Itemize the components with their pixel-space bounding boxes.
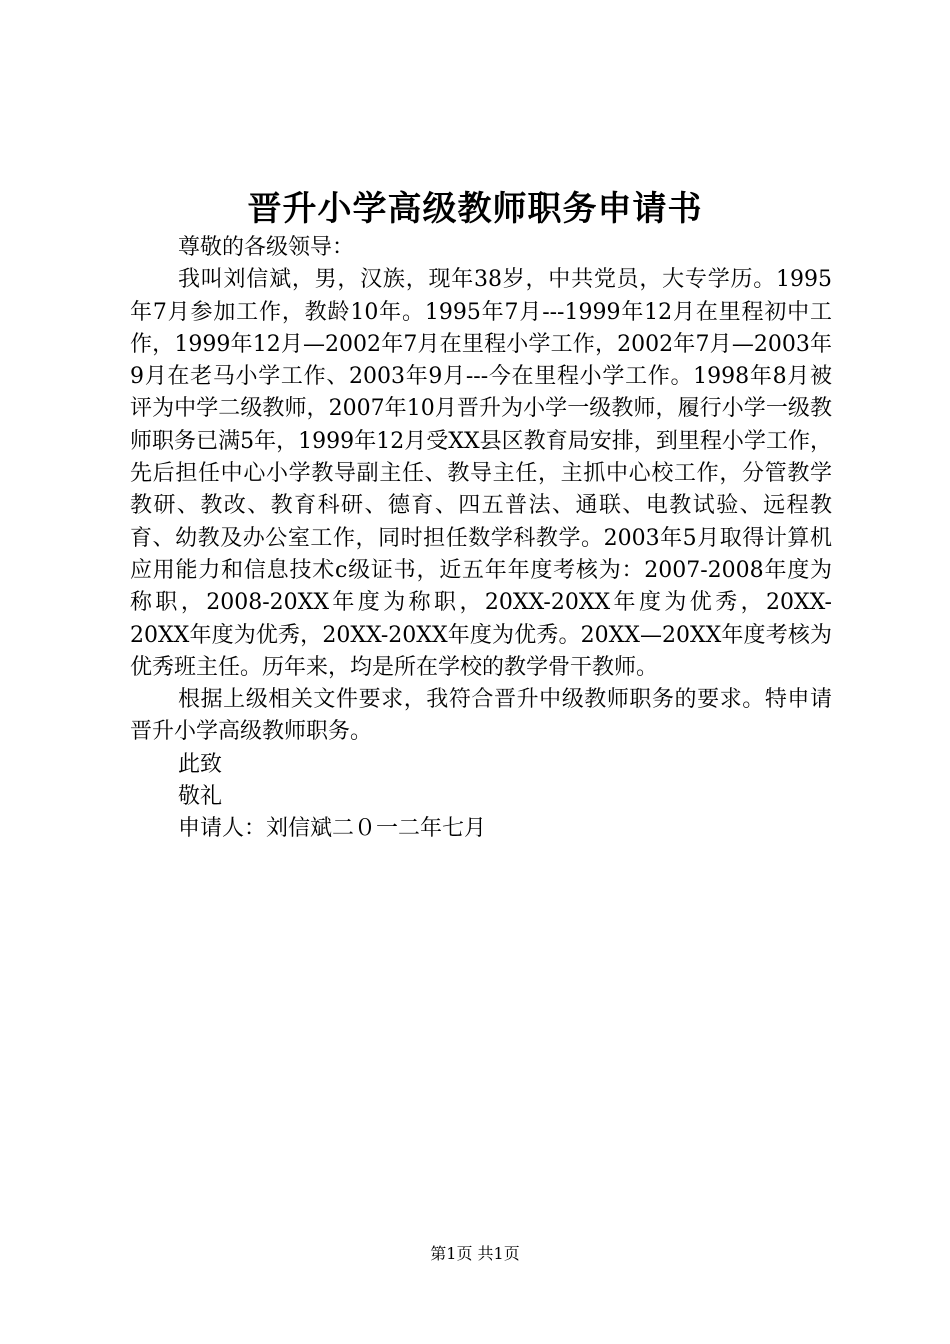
- page-number: 第1页 共1页: [430, 1244, 520, 1263]
- body-paragraph-2: 根据上级相关文件要求，我符合晋升中级教师职务的要求。特申请晋升小学高级教师职务。: [130, 687, 832, 745]
- closing-salute: 敬礼: [178, 784, 223, 810]
- closing-regards: 此致: [178, 751, 223, 777]
- signature: 申请人：刘信斌二０一二年七月: [178, 816, 487, 842]
- body-paragraph-1: 我叫刘信斌，男，汉族，现年38岁，中共党员，大专学历。1995年7月参加工作，教龄10年。1995年7月---1999年12月在里程初中工作，1999年12月—2002年7月在里程小学工作，2002年7月—2003年9月在老马小学工作、2003年9月---今在里程小学工作。1998年8月被评为中学二级教师，2007年10月晋升为小学一级教师，履行小学一级教师职务已满5年，1999年12月受XX县区教育局安排，到里程小学工作，先后担任中心小学教导副主任、教导主任，主抓中心校工作，分管教学教研、教改、教育科研、德育、四五普法、通联、电教试验、远程教育、幼教及办公室工作，同时担任数学科教学。2003年5月取得计算机应用能力和信息技术c级证书，近五年年度考核为：2007-2008年度为称职，2008-20XX年度为称职，20XX-20XX年度为优秀，20XX-20XX年度为优秀，20XX-20XX年度为优秀。20XX—20XX年度考核为优秀班主任。历年来，均是所在学校的教学骨干教师。: [130, 267, 832, 680]
- document-body: [130, 232, 832, 846]
- salutation: 尊敬的各级领导：: [178, 235, 355, 260]
- document-title: 晋升小学高级教师职务申请书: [247, 189, 703, 229]
